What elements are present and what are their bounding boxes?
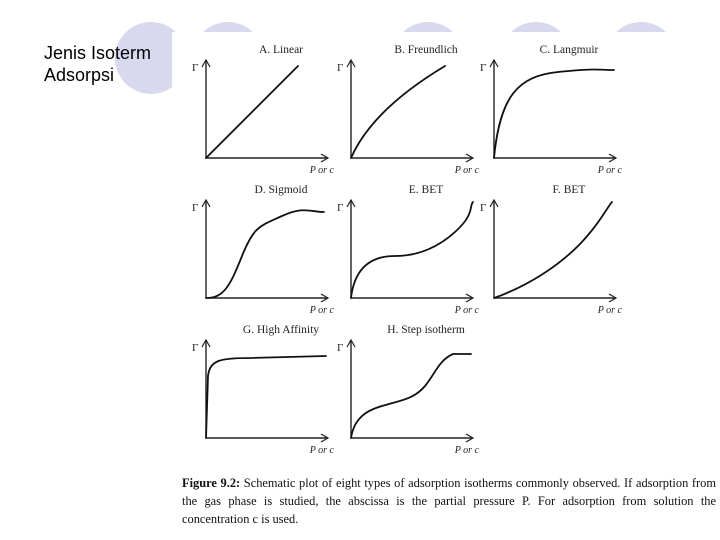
caption-text: Schematic plot of eight types of adsorption isotherms commonly observed. If adsorption from the gas phase is studied, the abscissa is the partial pressure P. For adsorption from solution the concentration c is used. xyxy=(182,476,716,526)
panel-title: C. Langmuir xyxy=(539,44,599,56)
y-axis-label: Γ xyxy=(192,62,199,74)
panel-bet-e-plot xyxy=(335,176,479,316)
x-axis-label: P or c xyxy=(454,165,479,176)
panel-step-plot xyxy=(335,316,479,456)
isotherm-curve xyxy=(494,202,612,298)
panel-freundlich xyxy=(335,36,479,176)
isotherm-curve xyxy=(206,210,324,298)
panel-title: D. Sigmoid xyxy=(254,184,308,196)
x-axis-label: P or c xyxy=(309,305,334,316)
panel-title: F. BET xyxy=(552,184,586,196)
isotherm-curve xyxy=(206,66,298,158)
panel-sigmoid xyxy=(190,176,334,316)
panel-step xyxy=(335,316,479,456)
isotherm-curve xyxy=(206,356,326,438)
figure-caption xyxy=(182,474,716,528)
x-axis-label: P or c xyxy=(454,305,479,316)
y-axis-label: Γ xyxy=(480,62,487,74)
x-axis-label: P or c xyxy=(597,165,622,176)
x-axis-label: P or c xyxy=(454,445,479,456)
caption-label: Figure 9.2: xyxy=(182,476,241,490)
panel-langmuir-plot xyxy=(478,36,622,176)
y-axis-label: Γ xyxy=(192,202,199,214)
panel-langmuir xyxy=(478,36,622,176)
panel-title: B. Freundlich xyxy=(394,44,458,56)
slide-title-line2: Adsorpsi xyxy=(44,65,115,85)
isotherm-curve xyxy=(494,70,614,159)
panel-high-affinity-plot xyxy=(190,316,334,456)
panel-title: E. BET xyxy=(408,184,444,196)
slide-title xyxy=(44,42,194,86)
y-axis-label: Γ xyxy=(480,202,487,214)
isotherm-curve xyxy=(351,202,473,298)
panel-linear-plot xyxy=(190,36,334,176)
y-axis-label: Γ xyxy=(337,202,344,214)
panel-bet-f xyxy=(478,176,622,316)
panel-linear xyxy=(190,36,334,176)
x-axis-label: P or c xyxy=(309,165,334,176)
x-axis-label: P or c xyxy=(597,305,622,316)
slide-title-line1: Jenis Isoterm xyxy=(44,43,152,63)
isotherm-curve xyxy=(351,354,471,438)
x-axis-label: P or c xyxy=(309,445,334,456)
panel-title: G. High Affinity xyxy=(242,324,320,336)
panel-sigmoid-plot xyxy=(190,176,334,316)
y-axis-label: Γ xyxy=(192,342,199,354)
panel-freundlich-plot xyxy=(335,36,479,176)
panel-title: A. Linear xyxy=(258,44,304,56)
y-axis-label: Γ xyxy=(337,62,344,74)
isotherm-curve xyxy=(351,66,445,158)
panel-bet-e xyxy=(335,176,479,316)
panel-bet-f-plot xyxy=(478,176,622,316)
panel-title: H. Step isotherm xyxy=(387,324,465,336)
y-axis-label: Γ xyxy=(337,342,344,354)
panel-high-affinity xyxy=(190,316,334,456)
